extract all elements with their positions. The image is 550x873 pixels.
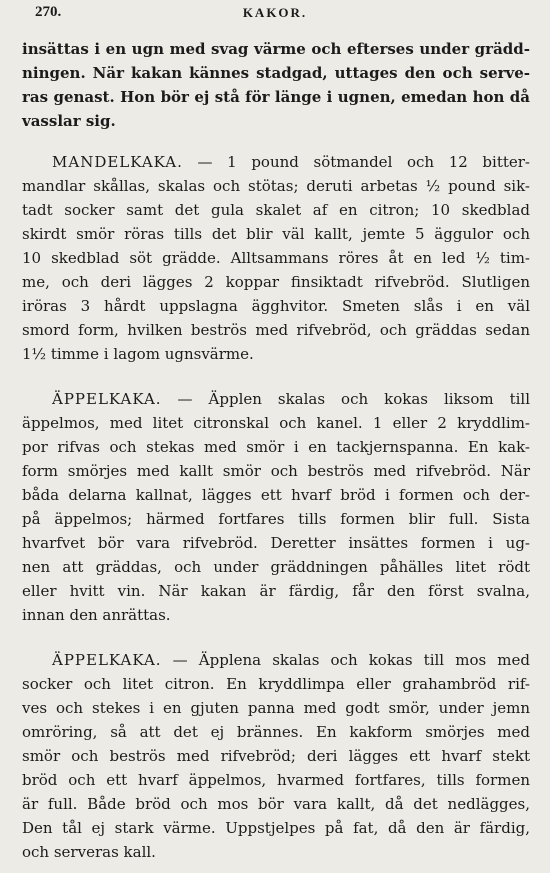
- text-line: iröras 3 hårdt uppslagna ägghvitor. Smeten slås i en väl: [22, 297, 530, 315]
- recipe-text: — Äpplen skalas och kokas liksom till: [161, 390, 530, 408]
- text-line: me, och deri lägges 2 koppar finsiktadt rifvebröd. Slutligen: [22, 273, 530, 291]
- text-line: och serveras kall.: [22, 843, 156, 861]
- text-line: ves och stekes i en gjuten panna med godt smör, under jemn: [22, 699, 530, 717]
- recipe-title: ÄPPELKAKA.: [52, 651, 162, 669]
- text-line: form smörjes med kallt smör och beströs med rifvebröd. När: [22, 462, 530, 480]
- text-line: nen att gräddas, och under gräddningen påhälles litet rödt: [22, 558, 530, 576]
- text-line: tadt socker samt det gula skalet af en citron; 10 skedblad: [22, 201, 530, 219]
- text-line: hvarfvet bör vara rifvebröd. Deretter insättes formen i ug-: [22, 534, 530, 552]
- text-line: Den tål ej stark värme. Uppstjelpes på fat, då den är färdig,: [22, 819, 530, 837]
- text-line: ras genast. Hon bör ej stå för länge i ugnen, emedan hon då: [22, 88, 530, 106]
- page-number: 270.: [35, 4, 62, 20]
- recipe-title: MANDELKAKA.: [52, 153, 183, 171]
- text-line: innan den anrättas.: [22, 606, 171, 624]
- text-line: 1½ timme i lagom ugnsvärme.: [22, 345, 254, 363]
- recipe-text: — 1 pound sötmandel och 12 bitter-: [182, 153, 530, 171]
- page-header: [0, 0, 550, 26]
- text-line: por rifvas och stekas med smör i en tackjernspanna. En kak-: [22, 438, 530, 456]
- recipe-text: — Äpplena skalas och kokas till mos med: [161, 651, 530, 669]
- running-head: KAKOR.: [242, 5, 308, 20]
- recipe-first-line: [52, 387, 530, 411]
- text-line: smör och beströs med rifvebröd; deri lägges ett hvarf stekt: [22, 747, 530, 765]
- text-line: ningen. När kakan kännes stadgad, uttages den och serve-: [22, 64, 530, 82]
- text-line: socker och litet citron. En kryddlimpa eller grahambröd rif-: [22, 675, 530, 693]
- text-line: båda delarna kallnat, lägges ett hvarf bröd i formen och der-: [22, 486, 530, 504]
- text-line: omröring, så att det ej brännes. En kakform smörjes med: [22, 723, 530, 741]
- text-line: är full. Både bröd och mos bör vara kallt, då det nedlägges,: [22, 795, 530, 813]
- text-line: mandlar skållas, skalas och stötas; deruti arbetas ½ pound sik-: [22, 177, 530, 195]
- recipe-first-line: [52, 150, 530, 174]
- text-line: äppelmos, med litet citronskal och kanel. 1 eller 2 kryddlim-: [22, 414, 530, 432]
- recipe-title: ÄPPELKAKA.: [52, 390, 162, 408]
- text-line: bröd och ett hvarf äppelmos, hvarmed fortfares, tills formen: [22, 771, 530, 789]
- recipe-first-line: [52, 648, 530, 672]
- text-line: insättas i en ugn med svag värme och efterses under grädd-: [22, 40, 530, 58]
- text-line: smord form, hvilken beströs med rifvebröd, och gräddas sedan: [22, 321, 530, 339]
- text-line: vasslar sig.: [22, 112, 116, 130]
- text-line: 10 skedblad söt grädde. Alltsammans röres åt en led ½ tim-: [22, 249, 530, 267]
- text-line: skirdt smör röras tills det blir väl kallt, jemte 5 äggulor och: [22, 225, 530, 243]
- text-line: på äppelmos; härmed fortfares tills formen blir full. Sista: [22, 510, 530, 528]
- text-line: eller hvitt vin. När kakan är färdig, får den först svalna,: [22, 582, 530, 600]
